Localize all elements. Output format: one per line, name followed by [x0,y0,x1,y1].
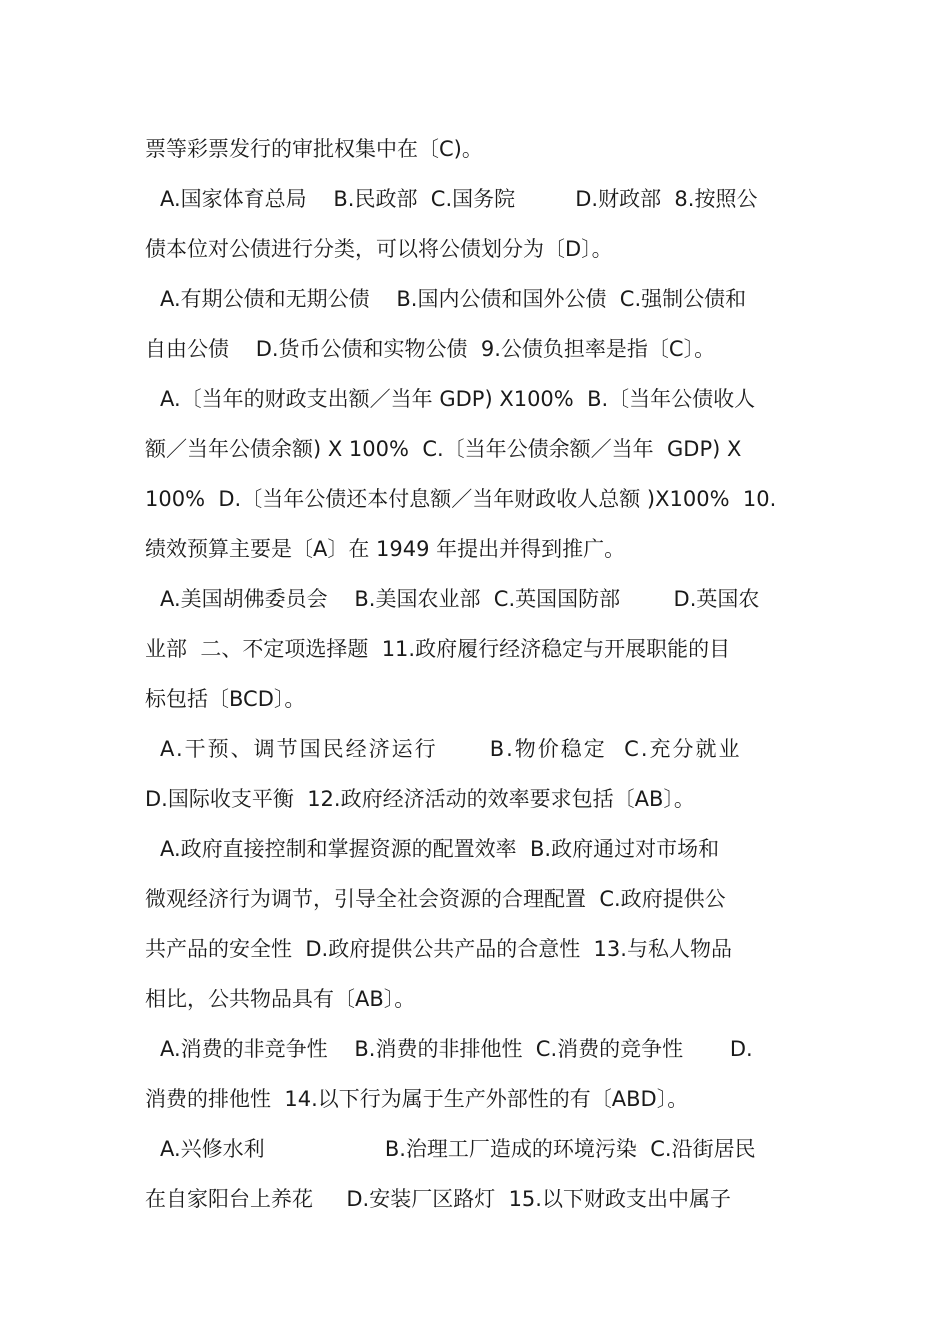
text-line: 自由公债 D.货币公债和实物公债 9.公债负担率是指〔C〕。 [145,337,716,361]
text-line: A.有期公债和无期公债 B.国内公债和国外公债 C.强制公债和 [160,287,747,311]
text-line: 共产品的安全性 D.政府提供公共产品的合意性 13.与私人物品 [145,937,732,961]
text-line: 相比，公共物品具有〔AB〕。 [145,987,416,1011]
text-line: 在自家阳台上养花 D.安装厂区路灯 15.以下财政支出中属子 [145,1187,731,1211]
text-line: A.国家体育总局 B.民政部 C.国务院 D.财政部 8.按照公 [160,187,758,211]
document-body [145,124,810,1224]
text-line: 业部 二、不定项选择题 11.政府履行经济稳定与开展职能的目 [145,637,731,661]
text-line: 票等彩票发行的审批权集中在〔C)。 [145,137,483,161]
text-line: A.消费的非竞争性 B.消费的非排他性 C.消费的竞争性 D. [160,1037,753,1061]
text-line: 额／当年公债余额) X 100% C.〔当年公债余额／当年 GDP) X [145,437,742,461]
text-line: 标包括〔BCD〕。 [145,687,306,711]
text-line: 消费的排他性 14.以下行为属于生产外部性的有〔ABD〕。 [145,1087,689,1111]
text-line: A.干预、调节国民经济运行 B.物价稳定 C.充分就业 [160,737,742,761]
text-line: D.国际收支平衡 12.政府经济活动的效率要求包括〔AB〕。 [145,787,695,811]
text-line: A.〔当年的财政支出额／当年 GDP) X100% B.〔当年公债收人 [160,387,756,411]
text-line: A.兴修水利 B.治理工厂造成的环境污染 C.沿街居民 [160,1137,756,1161]
text-line: 100% D.〔当年公债还本付息额／当年财政收人总额 )X100% 10. [145,487,777,511]
text-line: 债本位对公债进行分类，可以将公债划分为〔D〕。 [145,237,613,261]
text-line: 微观经济行为调节，引导全社会资源的合理配置 C.政府提供公 [145,887,726,911]
text-line: A.政府直接控制和掌握资源的配置效率 B.政府通过对市场和 [160,837,720,861]
text-line: A.美国胡佛委员会 B.美国农业部 C.英国国防部 D.英国农 [160,587,760,611]
text-line: 绩效预算主要是〔A〕在 1949 年提出并得到推广。 [145,537,626,561]
